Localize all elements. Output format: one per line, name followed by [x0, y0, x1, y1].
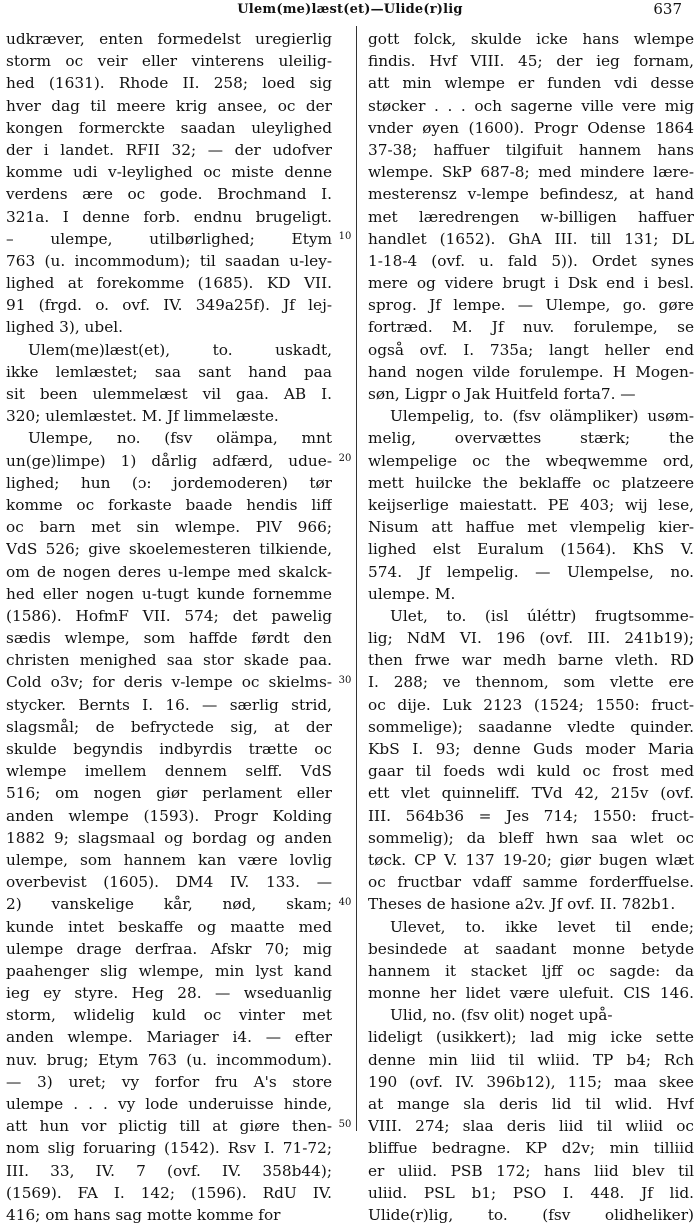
text-line: hed eller nogen u-tugt kunde fornemme — [6, 584, 332, 603]
text-line: verdens ære oc gode. Brochmand I. — [6, 185, 332, 204]
text-line: hannem it stacket ljff oc sagde: da — [368, 961, 694, 980]
line-number: 50 — [338, 1119, 352, 1130]
text-line: oc barn met sin wlempe. PlV 966; — [6, 518, 332, 537]
text-line: christen menighed saa stor skade paa. — [6, 651, 332, 670]
text-line: udkræver, enten formedelst uregierlig — [6, 30, 332, 48]
line-number: 40 — [338, 897, 352, 908]
text-line: handlet (1652). GhA III. till 131; DL — [368, 229, 694, 248]
text-line: mett huilcke the beklaffe oc platzeere — [368, 473, 694, 492]
text-line: der i landet. RFII 32; — der udofver — [6, 140, 332, 159]
text-line: lighed 3), ubel. — [6, 318, 124, 337]
text-line: – ulempe, utilbørlighed; Etym — [6, 229, 332, 248]
text-line: 416; om hans sag motte komme for — [6, 1205, 281, 1224]
text-line: VIII. 274; slaa deris liid til wliid oc — [368, 1117, 694, 1136]
text-line: Ulempelig, to. (fsv olämpliker) usøm- — [390, 407, 694, 426]
text-line: er uliid. PSB 172; hans liid blev til — [368, 1161, 694, 1180]
text-line: 574. Jf lempelig. — Ulempelse, no. — [368, 562, 694, 581]
text-line: sommelige); saadanne vledte quinder. — [368, 717, 694, 736]
column-divider — [356, 26, 357, 1131]
text-line: 2) vanskelige kår, nød, skam; — [6, 895, 332, 914]
text-line: Cold o3v; for deris v-lempe oc skielms- — [6, 673, 332, 692]
text-line: uliid. PSL b1; PSO I. 448. Jf lid. — [368, 1183, 694, 1202]
text-line: søn, Ligpr o Jak Huitfeld forta7. — — [368, 385, 636, 403]
page-number: 637 — [653, 0, 682, 18]
text-line: anden wlempe. Mariager i4. — efter — [6, 1028, 332, 1047]
text-line: Ulempe, no. (fsv olämpa, mnt — [28, 429, 332, 448]
text-line: Nisum att haffue met vlempelig kier- — [368, 518, 694, 537]
text-line: III. 564b36 = Jes 714; 1550: fruct- — [368, 806, 694, 825]
text-line: 763 (u. incommodum); til saadan u-ley- — [6, 251, 332, 270]
text-line: Ulem(me)læst(et), to. uskadt, — [28, 340, 332, 359]
text-line: at mange sla deris lid til wlid. Hvf — [368, 1095, 694, 1113]
text-line: (1569). FA I. 142; (1596). RdU IV. — [6, 1183, 332, 1202]
text-line: wlempe imellem dennem selff. VdS — [6, 762, 332, 781]
text-line: ulempe drage derfraa. Afskr 70; mig — [6, 939, 332, 958]
text-line: støcker . . . och sagerne ville vere mig — [368, 96, 694, 115]
text-line: lighed; hun (ɔ: jordemoderen) tør — [6, 473, 332, 492]
text-line: storm oc veir eller vinterens uleilig- — [6, 52, 332, 71]
line-number: 10 — [338, 231, 352, 242]
text-line: komme oc forkaste baade hendis liff — [6, 495, 332, 514]
text-line: att hun vor plictig till at giøre then- — [6, 1117, 332, 1136]
text-line: 516; om nogen giør perlament eller — [6, 784, 332, 803]
text-line: storm, wlidelig kuld oc vinter met — [6, 1006, 332, 1025]
text-line: sædis wlempe, som haffde førdt den — [6, 629, 332, 648]
text-line: wlempe. SkP 687-8; med mindere lære- — [368, 163, 694, 182]
text-line: Ulide(r)lig, to. (fsv olidheliker) — [368, 1205, 694, 1224]
text-line: skulde begyndis indbyrdis trætte oc — [6, 740, 332, 758]
text-line: stycker. Bernts I. 16. — særlig strid, — [6, 695, 332, 714]
text-line: mere og videre brugt i Dsk end i besl. — [368, 274, 694, 293]
text-line: mesterensz v-lempe befindesz, at hand — [368, 185, 694, 204]
text-line: keijserlige maiestatt. PE 403; wij lese, — [368, 495, 694, 514]
text-line: 320; ulemlæstet. M. Jf limmelæste. — [6, 407, 279, 426]
text-line: ulempe . . . vy lode underuisse hinde, — [6, 1095, 332, 1113]
text-line: ulempe. M. — [368, 584, 456, 603]
text-line: slagsmål; de befryctede sig, at der — [6, 717, 332, 736]
text-line: denne min liid til wliid. TP b4; Rch — [368, 1050, 694, 1069]
line-number: 30 — [338, 675, 352, 686]
text-line: findis. Hvf VIII. 45; der ieg fornam, — [368, 52, 694, 71]
text-line: monne her lidet være ulefuit. ClS 146. — [368, 984, 694, 1003]
text-line: 91 (frgd. o. ovf. IV. 349a25f). Jf lej- — [6, 296, 332, 315]
text-line: Ulevet, to. ikke levet til ende; — [390, 917, 694, 936]
text-line: lighed elst Euralum (1564). KhS V. — [368, 540, 694, 559]
text-line: then frwe war medh barne vleth. RD — [368, 651, 694, 670]
text-line: I. 288; ve thennom, som vlette ere — [368, 673, 694, 692]
text-line: III. 33, IV. 7 (ovf. IV. 358b44); — [6, 1161, 332, 1180]
text-line: lideligt (usikkert); lad mig icke sette — [368, 1028, 694, 1047]
text-line: besindede at saadant monne betyde — [368, 939, 694, 958]
text-line: lig; NdM VI. 196 (ovf. III. 241b19); — [368, 629, 694, 648]
running-title: Ulem(me)læst(et)—Ulide(r)lig — [237, 2, 463, 17]
text-line: Theses de hasione a2v. Jf ovf. II. 782b1. — [368, 895, 676, 914]
text-line: hver dag til meere krig ansee, oc der — [6, 96, 332, 115]
text-line: oc fructbar vdaff samme forderffuelse. — [368, 873, 694, 892]
text-line: wlempelige oc the wbeqwemme ord, — [368, 451, 694, 470]
text-line: lighed at forekomme (1685). KD VII. — [6, 274, 332, 293]
text-line: ett vlet quinneliff. TVd 42, 215v (ovf. — [368, 784, 694, 803]
text-line: anden wlempe (1593). Progr Kolding — [6, 806, 332, 825]
text-line: 190 (ovf. IV. 396b12), 115; maa skee — [368, 1072, 694, 1091]
text-line: om de nogen deres u-lempe med skalck- — [6, 562, 332, 581]
text-line: Ulet, to. (isl úléttr) frugtsomme- — [390, 606, 694, 625]
text-line: un(ge)limpe) 1) dårlig adfærd, udue- — [6, 451, 332, 470]
text-line: tøck. CP V. 137 19-20; giør bugen wlæt — [368, 850, 694, 869]
text-line: nom slig foruaring (1542). Rsv I. 71-72; — [6, 1139, 332, 1158]
text-line: 1-18-4 (ovf. u. fald 5)). Ordet synes — [368, 251, 694, 270]
right-column — [368, 28, 694, 1226]
text-line: paahenger slig wlempe, min lyst kand — [6, 961, 332, 980]
text-line: kunde intet beskaffe og maatte med — [6, 917, 332, 936]
text-line: fortræd. M. Jf nuv. forulempe, se — [368, 318, 694, 337]
text-line: nuv. brug; Etym 763 (u. incommodum). — [6, 1050, 332, 1069]
text-line: vnder øyen (1600). Progr Odense 1864 — [368, 118, 694, 137]
text-line: (1586). HofmF VII. 574; det pawelig — [6, 606, 332, 625]
text-line: oc dije. Luk 2123 (1524; 1550: fruct- — [368, 695, 694, 714]
text-line: ikke lemlæstet; saa sant hand paa — [6, 362, 332, 381]
text-line: ulempe, som hannem kan være lovlig — [6, 850, 332, 869]
text-line: met læredrengen w-billigen haffuer — [368, 207, 694, 226]
text-line: sit been ulemmelæst vil gaa. AB I. — [6, 385, 332, 403]
text-line: kongen formerckte saadan uleylighed — [6, 118, 332, 137]
text-line: 37-38; haffuer tilgifuit hannem hans — [368, 140, 694, 159]
text-line: VdS 526; give skoelemesteren tilkiende, — [6, 540, 332, 559]
text-line: sprog. Jf lempe. — Ulempe, go. gøre — [368, 296, 694, 315]
text-line: — 3) uret; vy forfor fru A's store — [6, 1072, 332, 1091]
text-line: også ovf. I. 735a; langt heller end — [368, 340, 694, 359]
text-line: bliffue bedragne. KP d2v; min tilliid — [368, 1139, 694, 1158]
text-line: 321a. I denne forb. endnu brugeligt. — [6, 207, 332, 226]
line-number: 20 — [338, 453, 352, 464]
text-line: gott folck, skulde icke hans wlempe — [368, 30, 694, 48]
text-line: hed (1631). Rhode II. 258; loed sig — [6, 74, 332, 93]
text-line: gaar til foeds wdi kuld oc frost med — [368, 762, 694, 781]
text-line: 1882 9; slagsmaal og bordag og anden — [6, 828, 332, 847]
text-line: hand nogen vilde forulempe. H Mogen- — [368, 362, 694, 381]
text-line: Ulid, no. (fsv olit) noget upå- — [390, 1006, 613, 1025]
text-line: KbS I. 93; denne Guds moder Maria — [368, 740, 694, 758]
text-line: overbevist (1605). DM4 IV. 133. — — [6, 873, 332, 892]
text-line: ieg ey styre. Heg 28. — wseduanlig — [6, 984, 332, 1003]
text-line: komme udi v-leylighed oc miste denne — [6, 163, 332, 182]
text-line: melig, overvættes stærk; the — [368, 429, 694, 448]
page-header — [0, 0, 700, 22]
text-line: sommelig); da bleff hwn saa wlet oc — [368, 828, 694, 847]
left-column — [6, 28, 332, 1226]
text-line: att min wlempe er funden vdi desse — [368, 74, 694, 93]
